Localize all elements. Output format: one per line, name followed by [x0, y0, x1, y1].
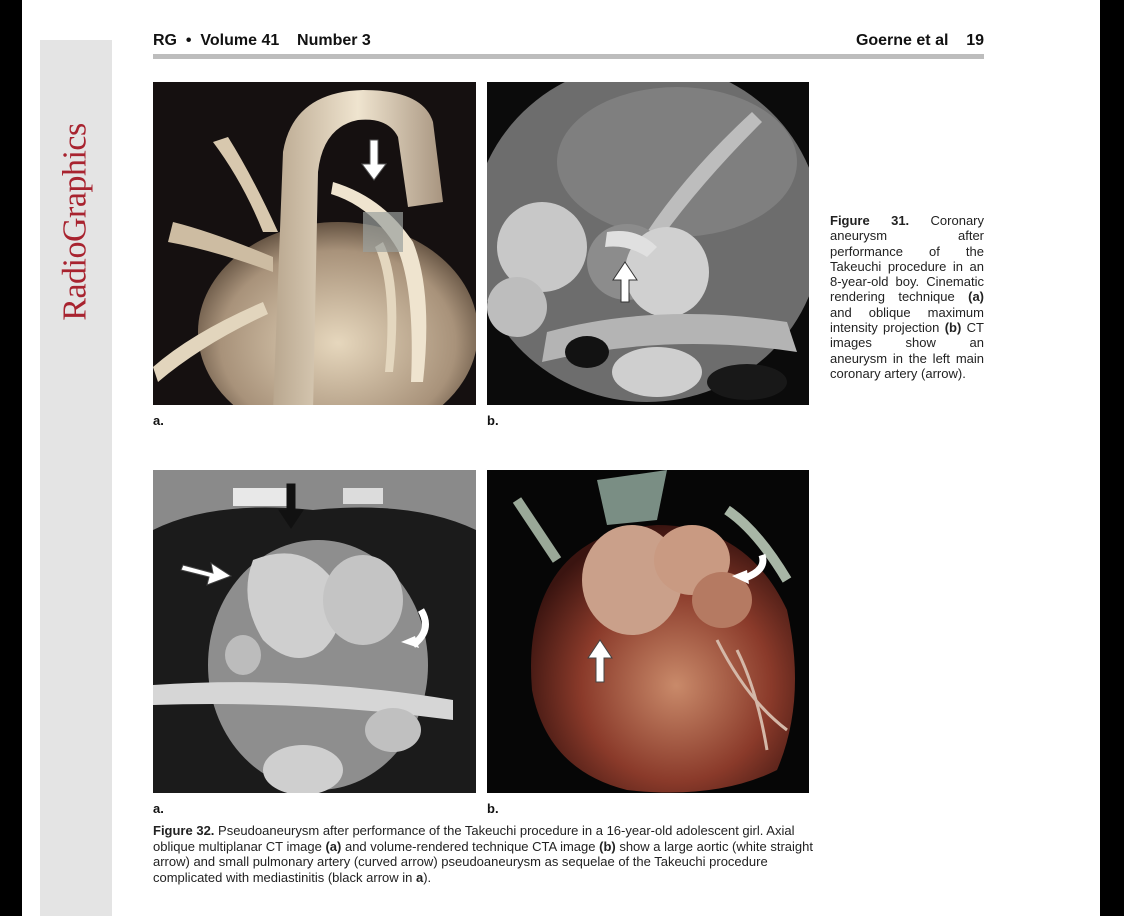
journal-sidebar [40, 40, 112, 916]
figure31-caption-text-3: CT images show an aneurysm in the left main coronary artery (arrow). [830, 320, 984, 381]
journal-page [22, 0, 1100, 916]
figure32-image-a [153, 470, 476, 793]
figure32-label-a: a. [153, 801, 164, 816]
journal-name-vertical [44, 112, 108, 332]
figure31-label-b: b. [487, 413, 499, 428]
figure32-caption [153, 823, 817, 885]
figure31-image-b [487, 82, 809, 405]
figure31-caption-ref-a: (a) [968, 289, 984, 305]
figure32-caption-ref-a-2: a [415, 869, 424, 885]
figure31-caption-text-2: and oblique maximum intensity projection [830, 304, 984, 336]
header-rule [153, 54, 984, 59]
figure32-caption-number: Figure 32. [153, 823, 215, 838]
figure31-caption [830, 213, 984, 381]
figure32-caption-text-1: Pseudoaneurysm after performance of the Takeuchi procedure in a 16-year-old adolescent girl. Axial oblique multiplanar CT image [153, 823, 795, 854]
figure31-caption-text-1: Coronary aneurysm after performance of the Takeuchi procedure in an 8-year-old boy. Cinematic rendering technique [830, 213, 984, 305]
journal-name: RadioGraphics [57, 123, 95, 321]
header-author-info [856, 32, 984, 50]
figure32-label-b: b. [487, 801, 499, 816]
figure32-caption-ref-a: (a) [325, 838, 342, 854]
header-authors: Goerne et al [855, 32, 949, 49]
figure32-image-b [487, 470, 809, 793]
figure31-caption-ref-b: (b) [944, 320, 962, 336]
header-volume: Volume 41 [200, 32, 280, 49]
running-header [153, 30, 984, 54]
header-number: Number 3 [297, 32, 371, 49]
header-separator: • [185, 32, 192, 49]
figure32-caption-text-2: and volume-rendered technique CTA image [341, 838, 600, 854]
figure32-caption-text-4: ). [423, 869, 432, 885]
header-journal: RG [153, 32, 177, 49]
header-journal-info [153, 32, 371, 50]
figure31-caption-number: Figure 31. [830, 213, 910, 228]
figure32-caption-text-3: show a large aortic (white straight arrow) and small pulmonary artery (curved arrow) pseudoaneurysm as sequelae of the Takeuchi procedure complicated with mediastinitis (black arrow in [153, 838, 813, 885]
figure31-label-a: a. [153, 413, 164, 428]
header-page-number: 19 [966, 32, 984, 49]
figure31-image-a [153, 82, 476, 405]
figure32-caption-ref-b: (b) [599, 838, 616, 854]
